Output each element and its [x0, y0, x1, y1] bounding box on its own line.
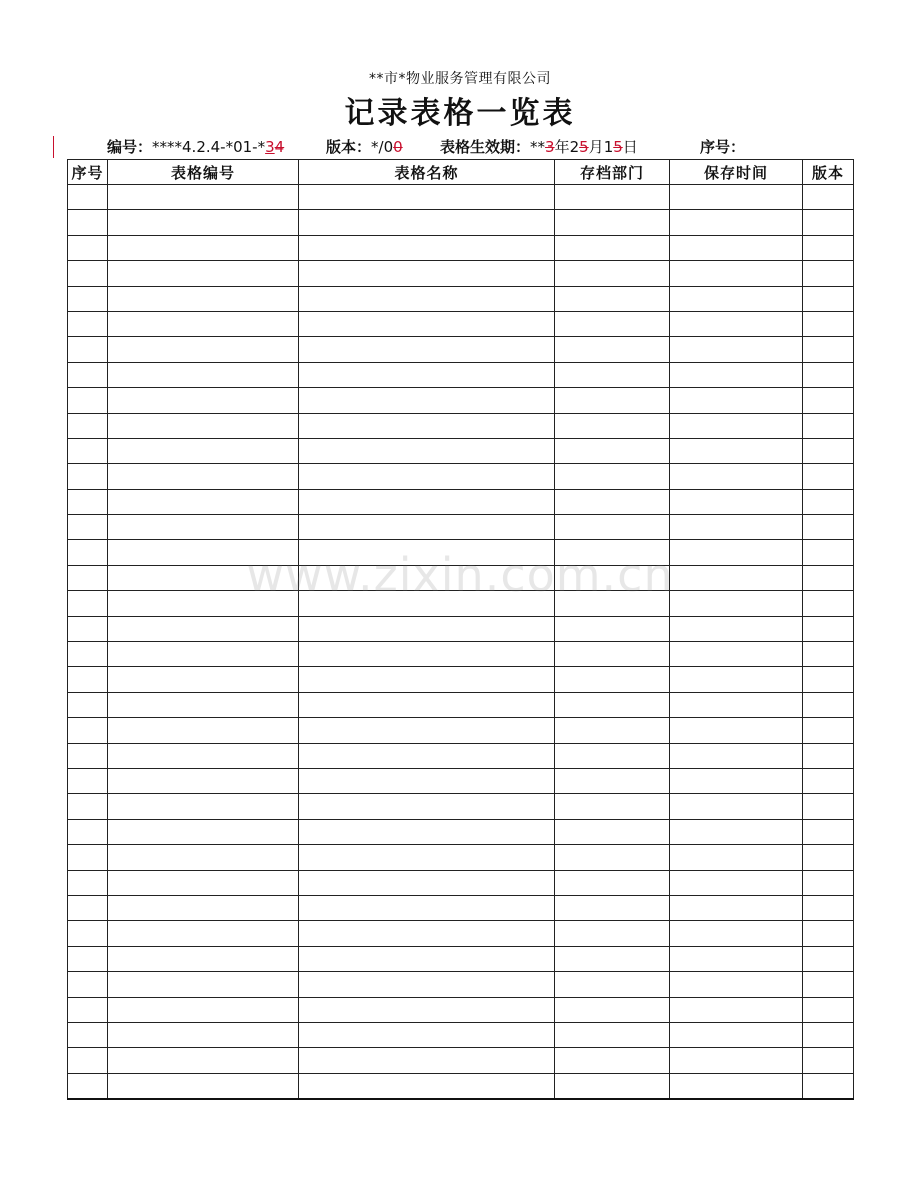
table-cell	[555, 819, 670, 844]
table-cell	[68, 235, 108, 260]
table-cell	[555, 565, 670, 590]
table-cell	[108, 515, 299, 540]
table-cell	[68, 1022, 108, 1047]
table-cell	[555, 1048, 670, 1073]
table-cell	[555, 362, 670, 387]
table-cell	[108, 642, 299, 667]
table-cell	[803, 794, 854, 819]
table-cell	[108, 210, 299, 235]
table-cell	[68, 489, 108, 514]
code-value	[152, 138, 284, 156]
table-cell	[803, 540, 854, 565]
eff-day-deleted: 5	[613, 138, 623, 156]
table-cell	[68, 438, 108, 463]
table-row	[68, 921, 854, 946]
table-cell	[670, 946, 803, 971]
table-row	[68, 997, 854, 1022]
table-row	[68, 1073, 854, 1099]
table-cell	[299, 362, 555, 387]
table-cell	[670, 845, 803, 870]
eff-day-unit: 日	[622, 138, 638, 156]
table-cell	[108, 565, 299, 590]
version-group	[326, 136, 403, 157]
table-cell	[803, 692, 854, 717]
table-cell	[299, 946, 555, 971]
table-cell	[68, 768, 108, 793]
table-cell	[108, 870, 299, 895]
table-cell	[670, 692, 803, 717]
table-cell	[299, 438, 555, 463]
table-cell	[68, 946, 108, 971]
effective-label: 表格生效期：	[440, 138, 531, 156]
table-cell	[555, 921, 670, 946]
table-cell	[108, 819, 299, 844]
table-cell	[299, 768, 555, 793]
table-cell	[108, 362, 299, 387]
table-row	[68, 210, 854, 235]
table-cell	[555, 845, 670, 870]
eff-day-prefix: 1	[603, 138, 614, 156]
table-cell	[555, 438, 670, 463]
code-deleted: 4	[274, 138, 285, 156]
table-cell	[68, 540, 108, 565]
table-cell	[555, 972, 670, 997]
table-cell	[670, 591, 803, 616]
table-cell	[299, 286, 555, 311]
table-cell	[803, 413, 854, 438]
table-cell	[108, 845, 299, 870]
table-cell	[68, 388, 108, 413]
forms-table	[67, 159, 854, 1100]
table-cell	[68, 1073, 108, 1099]
table-cell	[670, 311, 803, 336]
table-cell	[108, 768, 299, 793]
table-cell	[299, 667, 555, 692]
table-cell	[803, 286, 854, 311]
table-row	[68, 794, 854, 819]
table-cell	[68, 845, 108, 870]
table-cell	[670, 642, 803, 667]
table-cell	[670, 921, 803, 946]
table-cell	[299, 464, 555, 489]
table-cell	[803, 565, 854, 590]
table-cell	[670, 895, 803, 920]
table-cell	[670, 210, 803, 235]
table-cell	[555, 718, 670, 743]
table-row	[68, 235, 854, 260]
table-cell	[299, 591, 555, 616]
table-cell	[108, 743, 299, 768]
table-row	[68, 489, 854, 514]
table-cell	[108, 794, 299, 819]
table-cell	[68, 997, 108, 1022]
table-cell	[68, 667, 108, 692]
table-row	[68, 667, 854, 692]
table-row	[68, 413, 854, 438]
table-cell	[108, 489, 299, 514]
table-cell	[68, 921, 108, 946]
table-cell	[555, 235, 670, 260]
table-cell	[299, 311, 555, 336]
table-cell	[108, 286, 299, 311]
table-row	[68, 1022, 854, 1047]
table-cell	[299, 1073, 555, 1099]
table-row	[68, 972, 854, 997]
table-row	[68, 845, 854, 870]
code-group	[107, 136, 284, 157]
table-cell	[68, 337, 108, 362]
table-cell	[803, 819, 854, 844]
table-row	[68, 540, 854, 565]
table-cell	[68, 718, 108, 743]
table-cell	[803, 438, 854, 463]
table-cell	[68, 794, 108, 819]
col-header-form-name: 表格名称	[299, 160, 555, 185]
table-cell	[555, 1073, 670, 1099]
table-cell	[555, 591, 670, 616]
table-row	[68, 819, 854, 844]
code-prefix: ****4.2.4-*01-*	[152, 138, 266, 156]
table-cell	[670, 388, 803, 413]
table-cell	[68, 743, 108, 768]
table-cell	[108, 997, 299, 1022]
table-cell	[68, 870, 108, 895]
table-cell	[299, 565, 555, 590]
table-cell	[670, 667, 803, 692]
table-header-row	[68, 160, 854, 185]
table-cell	[670, 489, 803, 514]
table-cell	[299, 540, 555, 565]
table-cell	[68, 464, 108, 489]
watermark: www.zixin.com.cn	[246, 548, 674, 602]
table-cell	[299, 972, 555, 997]
table-cell	[670, 1022, 803, 1047]
table-cell	[670, 515, 803, 540]
table-cell	[555, 413, 670, 438]
table-cell	[803, 235, 854, 260]
table-cell	[68, 311, 108, 336]
table-cell	[803, 337, 854, 362]
table-cell	[299, 794, 555, 819]
table-cell	[108, 438, 299, 463]
table-row	[68, 438, 854, 463]
table-cell	[803, 768, 854, 793]
table-cell	[299, 388, 555, 413]
table-cell	[555, 185, 670, 210]
table-cell	[670, 261, 803, 286]
table-cell	[108, 413, 299, 438]
table-cell	[299, 692, 555, 717]
table-cell	[670, 1048, 803, 1073]
eff-month-prefix: 2	[569, 138, 580, 156]
table-cell	[555, 1022, 670, 1047]
page-title: 记录表格一览表	[344, 96, 576, 131]
table-cell	[68, 895, 108, 920]
table-cell	[670, 413, 803, 438]
version-value	[371, 138, 403, 156]
eff-month-deleted: 5	[579, 138, 589, 156]
table-row	[68, 743, 854, 768]
table-cell	[299, 616, 555, 641]
table-row	[68, 718, 854, 743]
table-cell	[68, 210, 108, 235]
table-row	[68, 1048, 854, 1073]
table-cell	[555, 692, 670, 717]
table-cell	[555, 870, 670, 895]
table-cell	[670, 362, 803, 387]
table-cell	[803, 362, 854, 387]
table-cell	[299, 337, 555, 362]
table-cell	[299, 185, 555, 210]
table-row	[68, 946, 854, 971]
table-cell	[803, 870, 854, 895]
table-cell	[670, 540, 803, 565]
table-cell	[68, 972, 108, 997]
table-cell	[299, 642, 555, 667]
table-row	[68, 185, 854, 210]
table-cell	[803, 210, 854, 235]
table-cell	[555, 464, 670, 489]
table-row	[68, 895, 854, 920]
table-cell	[670, 819, 803, 844]
table-row	[68, 464, 854, 489]
table-cell	[555, 337, 670, 362]
table-row	[68, 870, 854, 895]
table-cell	[803, 464, 854, 489]
table-cell	[68, 362, 108, 387]
table-cell	[108, 540, 299, 565]
table-cell	[108, 591, 299, 616]
table-cell	[670, 718, 803, 743]
table-cell	[299, 921, 555, 946]
table-cell	[299, 743, 555, 768]
eff-year-deleted: 3	[545, 138, 555, 156]
table-row	[68, 515, 854, 540]
table-cell	[555, 997, 670, 1022]
effective-value	[530, 138, 638, 156]
table-cell	[670, 997, 803, 1022]
code-label: 编号：	[107, 138, 153, 156]
table-cell	[108, 311, 299, 336]
table-cell	[299, 819, 555, 844]
table-cell	[299, 489, 555, 514]
table-cell	[670, 972, 803, 997]
table-row	[68, 388, 854, 413]
table-cell	[555, 667, 670, 692]
table-row	[68, 692, 854, 717]
table-cell	[555, 388, 670, 413]
table-cell	[555, 489, 670, 514]
table-row	[68, 362, 854, 387]
version-deleted: 0	[393, 138, 403, 156]
table-cell	[555, 540, 670, 565]
table-cell	[803, 845, 854, 870]
table-cell	[108, 692, 299, 717]
table-cell	[670, 185, 803, 210]
seq-label: 序号：	[700, 138, 746, 156]
table-cell	[555, 515, 670, 540]
table-cell	[803, 1048, 854, 1073]
table-cell	[299, 718, 555, 743]
table-cell	[108, 388, 299, 413]
table-cell	[670, 286, 803, 311]
table-cell	[68, 642, 108, 667]
table-cell	[68, 819, 108, 844]
table-row	[68, 286, 854, 311]
table-cell	[555, 616, 670, 641]
table-cell	[803, 311, 854, 336]
table-cell	[68, 692, 108, 717]
table-cell	[803, 895, 854, 920]
table-cell	[68, 616, 108, 641]
table-cell	[670, 794, 803, 819]
table-cell	[108, 667, 299, 692]
table-cell	[803, 642, 854, 667]
table-cell	[68, 565, 108, 590]
table-cell	[108, 972, 299, 997]
table-row	[68, 591, 854, 616]
table-row	[68, 616, 854, 641]
table-cell	[68, 413, 108, 438]
table-cell	[803, 667, 854, 692]
table-cell	[555, 743, 670, 768]
table-cell	[108, 616, 299, 641]
table-cell	[299, 895, 555, 920]
col-header-form-code: 表格编号	[108, 160, 299, 185]
table-cell	[670, 616, 803, 641]
code-inserted: 3	[265, 138, 275, 156]
col-header-seq: 序号	[68, 160, 108, 185]
table-cell	[803, 616, 854, 641]
table-cell	[670, 743, 803, 768]
table-cell	[555, 286, 670, 311]
effective-group	[440, 136, 638, 157]
table-cell	[670, 337, 803, 362]
table-cell	[68, 515, 108, 540]
table-cell	[670, 565, 803, 590]
col-header-department: 存档部门	[555, 160, 670, 185]
table-cell	[803, 921, 854, 946]
table-cell	[803, 997, 854, 1022]
table-cell	[555, 946, 670, 971]
col-header-retention: 保存时间	[670, 160, 803, 185]
table-cell	[803, 591, 854, 616]
table-cell	[555, 794, 670, 819]
table-cell	[108, 235, 299, 260]
table-cell	[803, 261, 854, 286]
col-header-version: 版本	[803, 160, 854, 185]
version-prefix: */0	[371, 138, 394, 156]
table-cell	[803, 718, 854, 743]
table-cell	[108, 895, 299, 920]
table-cell	[108, 1048, 299, 1073]
table-cell	[670, 768, 803, 793]
table-cell	[299, 210, 555, 235]
table-cell	[803, 972, 854, 997]
table-cell	[108, 1022, 299, 1047]
table-cell	[108, 185, 299, 210]
table-cell	[670, 870, 803, 895]
table-cell	[68, 185, 108, 210]
table-cell	[68, 286, 108, 311]
eff-year-unit: 年	[554, 138, 570, 156]
table-cell	[555, 768, 670, 793]
table-cell	[299, 261, 555, 286]
seq-group	[700, 136, 745, 157]
table-cell	[108, 946, 299, 971]
table-cell	[299, 870, 555, 895]
table-cell	[670, 438, 803, 463]
version-label: 版本：	[326, 138, 372, 156]
table-cell	[299, 997, 555, 1022]
table-cell	[803, 489, 854, 514]
table-row	[68, 337, 854, 362]
table-cell	[108, 337, 299, 362]
table-cell	[299, 413, 555, 438]
table-cell	[803, 743, 854, 768]
table-row	[68, 565, 854, 590]
table-cell	[555, 261, 670, 286]
table-cell	[108, 718, 299, 743]
table-cell	[555, 895, 670, 920]
table-row	[68, 642, 854, 667]
table-cell	[555, 311, 670, 336]
table-cell	[803, 946, 854, 971]
table-cell	[299, 845, 555, 870]
table-cell	[108, 1073, 299, 1099]
table-cell	[670, 235, 803, 260]
table-cell	[68, 591, 108, 616]
table-cell	[555, 642, 670, 667]
table-body	[68, 185, 854, 1100]
table-cell	[108, 261, 299, 286]
table-cell	[299, 235, 555, 260]
table-cell	[803, 185, 854, 210]
eff-prefix: **	[530, 138, 546, 156]
table-row	[68, 311, 854, 336]
table-cell	[299, 1048, 555, 1073]
table-row	[68, 768, 854, 793]
table-cell	[803, 1022, 854, 1047]
document-meta	[0, 136, 920, 156]
eff-month-unit: 月	[588, 138, 604, 156]
table-row	[68, 261, 854, 286]
table-cell	[555, 210, 670, 235]
table-cell	[670, 1073, 803, 1099]
table-cell	[803, 515, 854, 540]
table-cell	[68, 261, 108, 286]
table-cell	[299, 1022, 555, 1047]
table-cell	[68, 1048, 108, 1073]
table-cell	[670, 464, 803, 489]
table-cell	[108, 464, 299, 489]
table-cell	[803, 388, 854, 413]
company-name: **市*物业服务管理有限公司	[369, 71, 551, 87]
table-cell	[108, 921, 299, 946]
table-cell	[803, 1073, 854, 1099]
table-cell	[299, 515, 555, 540]
